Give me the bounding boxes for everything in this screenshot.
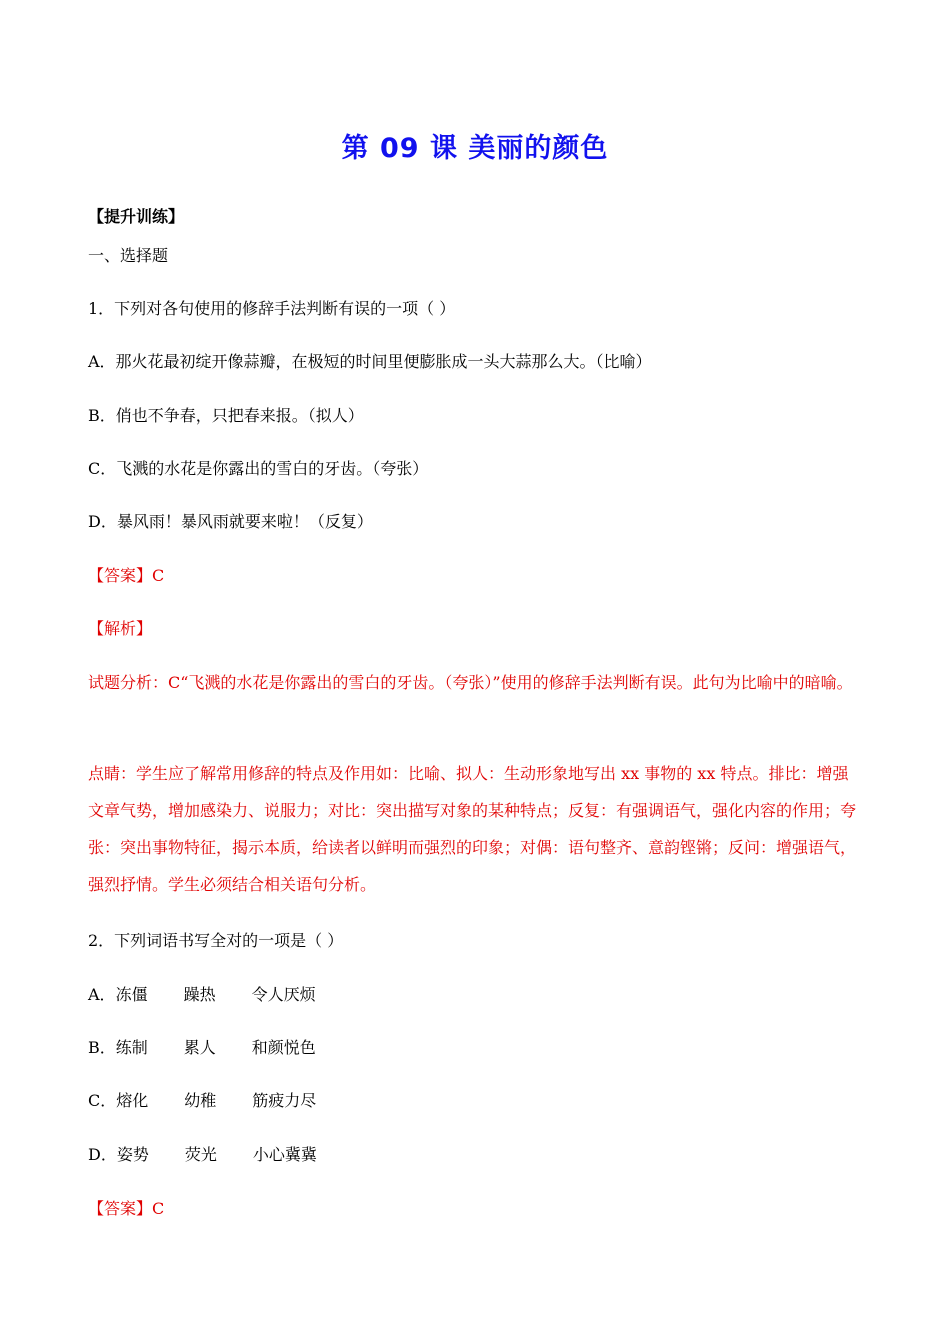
option-word: 练制 bbox=[115, 1038, 148, 1057]
question-1-option-d: D．暴风雨！暴风雨就要来啦！（反复） bbox=[88, 512, 373, 531]
section-heading: 【提升训练】 bbox=[88, 207, 185, 226]
question-2-option-d bbox=[88, 1145, 317, 1165]
question-1-option-c: C．飞溅的水花是你露出的雪白的牙齿。（夸张） bbox=[88, 459, 429, 478]
option-word: 小心冀冀 bbox=[252, 1145, 317, 1164]
question-1-analysis-label: 【解析】 bbox=[88, 619, 153, 638]
page-title: 第 09 课 美丽的颜色 bbox=[341, 133, 609, 164]
question-2-answer: 【答案】C bbox=[88, 1199, 165, 1218]
question-2-option-b bbox=[88, 1038, 316, 1058]
option-word: 躁热 bbox=[183, 985, 216, 1004]
question-2-stem: 2．下列词语书写全对的一项是（ ） bbox=[88, 931, 344, 950]
option-word: 幼稚 bbox=[184, 1091, 217, 1110]
option-letter: C． bbox=[88, 1091, 117, 1110]
option-word: 荧光 bbox=[184, 1145, 217, 1164]
question-1-option-a: A．那火花最初绽开像蒜瓣，在极短的时间里便膨胀成一头大蒜那么大。（比喻） bbox=[88, 352, 652, 371]
option-letter: A． bbox=[88, 985, 116, 1004]
option-word: 姿势 bbox=[116, 1145, 149, 1164]
question-1-option-b: B．俏也不争春，只把春来报。（拟人） bbox=[88, 406, 364, 425]
option-word: 冻僵 bbox=[115, 985, 148, 1004]
question-1-stem: 1．下列对各句使用的修辞手法判断有误的一项（ ） bbox=[88, 299, 456, 318]
question-1-analysis: 试题分析：C“飞溅的水花是你露出的雪白的牙齿。（夸张）”使用的修辞手法判断有误。此句为比喻中的暗喻。 bbox=[88, 673, 853, 692]
option-word: 熔化 bbox=[116, 1091, 149, 1110]
part-heading: 一、选择题 bbox=[88, 246, 169, 265]
question-1-answer: 【答案】C bbox=[88, 566, 165, 585]
option-word: 筋疲力尽 bbox=[252, 1091, 317, 1110]
question-2-option-a bbox=[88, 985, 316, 1005]
option-letter: D． bbox=[88, 1145, 117, 1164]
option-word: 累人 bbox=[183, 1038, 216, 1057]
question-2-option-c bbox=[88, 1091, 316, 1111]
option-letter: B． bbox=[88, 1038, 116, 1057]
option-word: 和颜悦色 bbox=[251, 1038, 316, 1057]
question-1-tip: 点睛：学生应了解常用修辞的特点及作用如：比喻、拟人：生动形象地写出 xx 事物的 xx 特点。排比：增强文章气势，增加感染力、说服力；对比：突出描写对象的某种特点；反复：有强调语气，强化内容的作用；夸张：突出事物特征，揭示本质，给读者以鲜明而强烈的印象；对偶：语句整齐、意韵铿锵；反问：增强语气，强烈抒情。学生必须结合相关语句分析。 bbox=[88, 764, 857, 894]
option-word: 令人厌烦 bbox=[251, 985, 316, 1004]
